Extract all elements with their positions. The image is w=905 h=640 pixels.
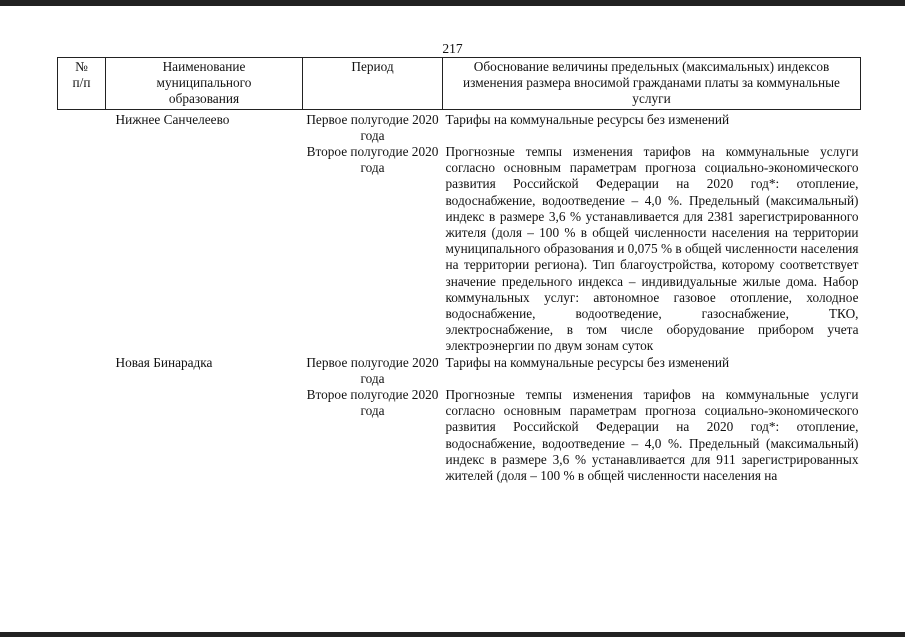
- municipality-name: Новая Бинарадка: [115, 354, 213, 370]
- header-num: № п/п: [58, 58, 106, 110]
- row-num-cell: [58, 355, 106, 387]
- page-number: 217: [442, 41, 463, 56]
- period-first-half: Первое полугодие 2020 года: [306, 111, 439, 143]
- tariff-table: [57, 57, 861, 484]
- top-border-bar: [0, 0, 905, 6]
- table-row: [58, 387, 861, 484]
- period-second-half: Второе полугодие 2020 года: [306, 386, 439, 419]
- period-second-half: Второе полугодие 2020 года: [306, 143, 439, 176]
- basis-first-half: Тарифы на коммунальные ресурсы без изменений: [445, 354, 730, 370]
- table-header-row: [58, 58, 861, 110]
- basis-first-half: Тарифы на коммунальные ресурсы без изменений: [445, 111, 730, 127]
- header-basis: Обоснование величины предельных (максимальных) индексов изменения размера вносимой гражданами платы за коммунальные услуги: [443, 58, 861, 110]
- municipality-name: Нижнее Санчелеево: [115, 111, 230, 127]
- row-num-cell: [58, 112, 106, 144]
- table-row: [58, 112, 861, 144]
- header-period: Период: [303, 58, 443, 110]
- period-first-half: Первое полугодие 2020 года: [306, 354, 439, 386]
- table-row: [58, 355, 861, 387]
- bottom-border-bar: [0, 632, 905, 637]
- basis-second-half: Прогнозные темпы изменения тарифов на коммунальные услуги согласно основным параметрам прогноза социально-экономического развития Российской Федерации на 2020 год*: отопление, водоснабжение, водоотведение – 4,0 %. Предельный (максимальный) индекс в размере 3,6 % устанавливается для 2381 зарегистрированного жителя (доля – 100 % в общей численности населения на территории муниципального образования и 0,075 % в общей численности населения на территории региона). Тип благоустройства, которому соответствует значение предельного индекса – индивидуальные жилые дома. Набор коммунальных услуг: автономное газовое отопление, холодное водоснабжение, водоотведение, газоснабжение, ТКО, электроснабжение, в том числе оборудование прибором учета электроэнергии по двум зонам суток: [445, 143, 859, 354]
- table-row: [58, 144, 861, 355]
- header-municipality: Наименование муниципального образования: [106, 58, 303, 110]
- basis-second-half: Прогнозные темпы изменения тарифов на коммунальные услуги согласно основным параметрам прогноза социально-экономического развития Российской Федерации на 2020 год*: отопление, водоснабжение, водоотведение – 4,0 %. Предельный (максимальный) индекс в размере 3,6 % устанавливается для 911 зарегистрированных жителей (доля – 100 % в общей численности населения на: [445, 386, 859, 483]
